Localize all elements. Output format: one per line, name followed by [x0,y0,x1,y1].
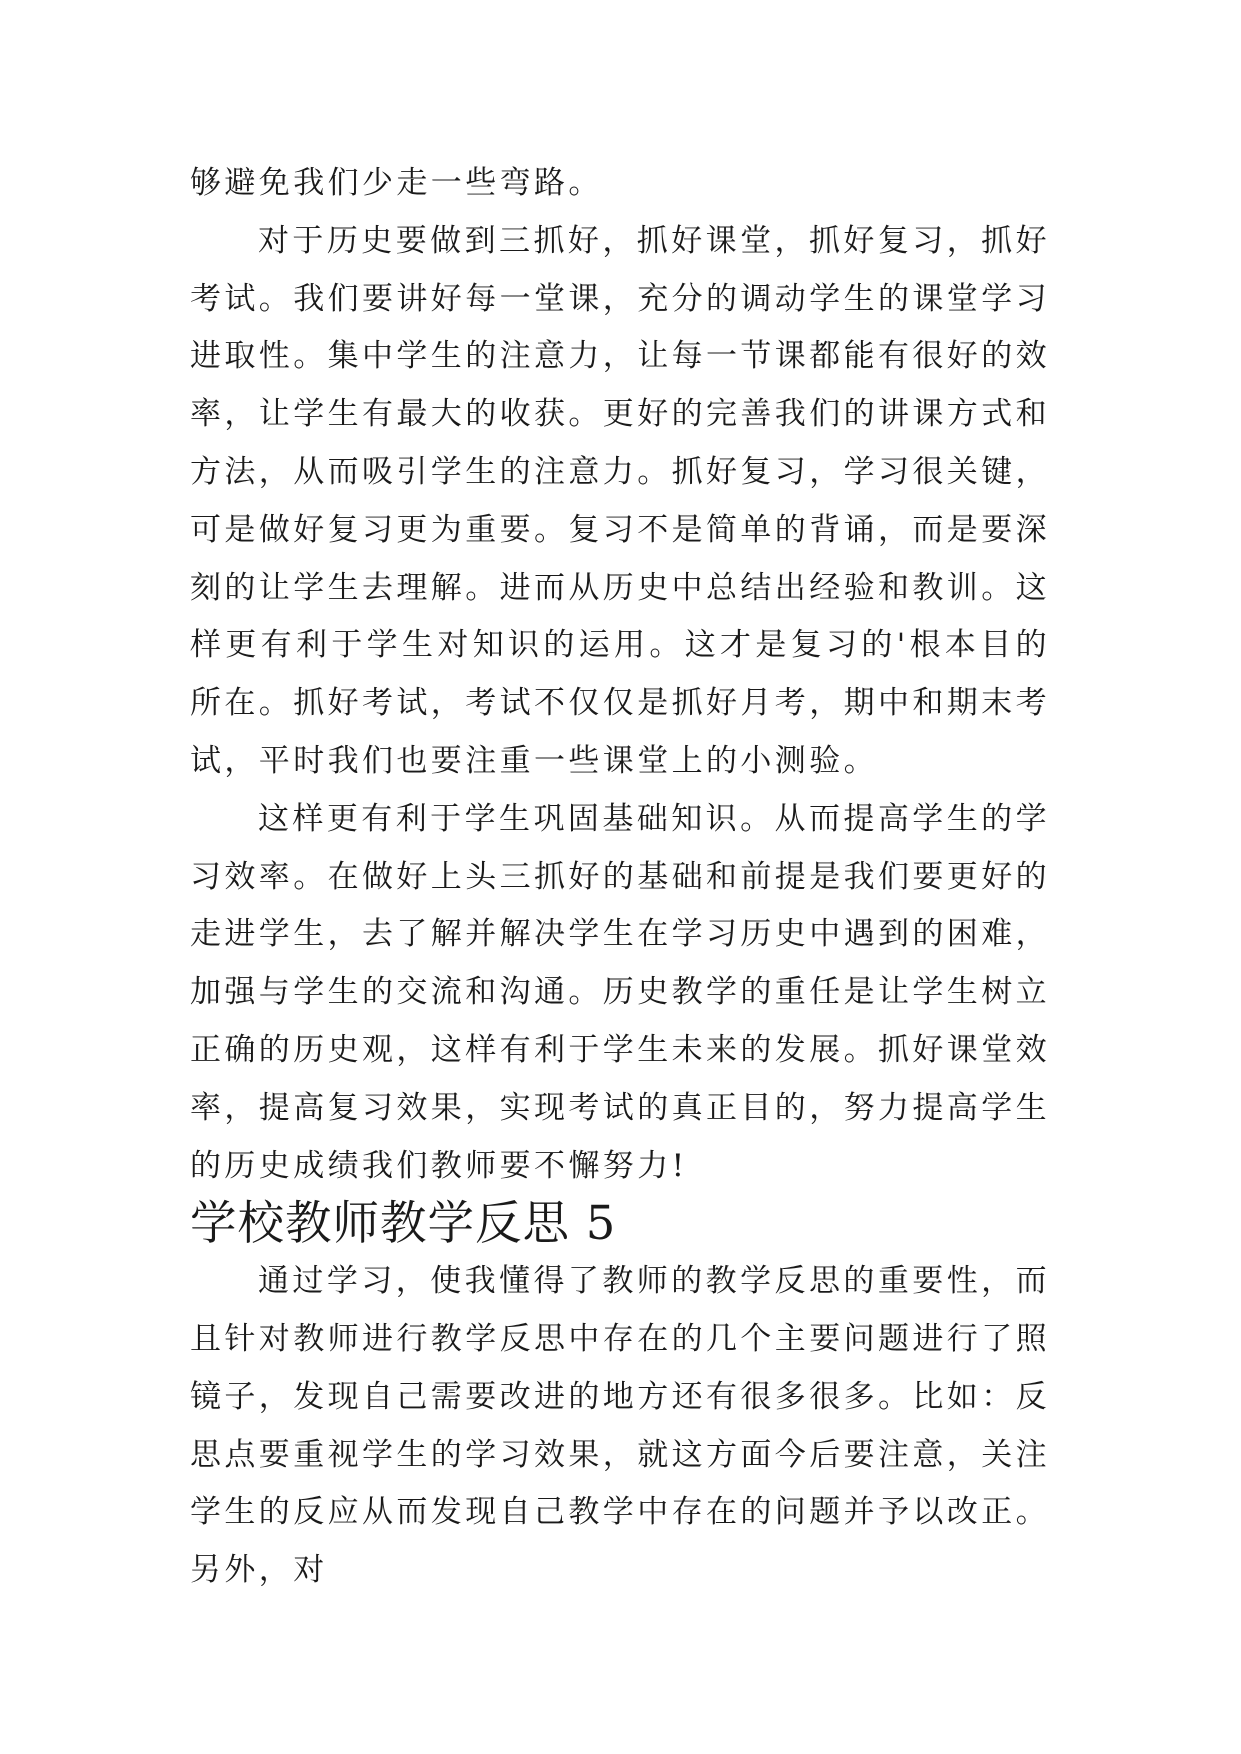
paragraph-student-foundation: 这样更有利于学生巩固基础知识。从而提高学生的学习效率。在做好上头三抓好的基础和前提是我们要更好的走进学生，去了解并解决学生在学习历史中遇到的困难，加强与学生的交流和沟通。历史教学的重任是让学生树立正确的历史观，这样有利于学生未来的发展。抓好课堂效率，提高复习效果，实现考试的真正目的，努力提高学生的历史成绩我们教师要不懈努力! [190,800,1050,1184]
paragraph-teaching-reflection: 通过学习，使我懂得了教师的教学反思的重要性，而且针对教师进行教学反思中存在的几个主要问题进行了照镜子，发现自己需要改进的地方还有很多很多。比如：反思点要重视学生的学习效果，就这方面今后要注意，关注学生的反应从而发现自己教学中存在的问题并予以改正。另外，对 [190,1263,1050,1589]
paragraph-continuation: 够避免我们少走一些弯路。 [190,165,603,201]
section-heading: 学校教师教学反思 5 [190,1196,617,1251]
paragraph-three-good-practices: 对于历史要做到三抓好，抓好课堂，抓好复习，抓好考试。我们要讲好每一堂课，充分的调动学生的课堂学习进取性。集中学生的注意力，让每一节课都能有很好的效率，让学生有最大的收获。更好的完善我们的讲课方式和方法，从而吸引学生的注意力。抓好复习，学习很关键，可是做好复习更为重要。复习不是简单的背诵，而是要深刻的让学生去理解。进而从历史中总结出经验和教训。这样更有利于学生对知识的运用。这才是复习的'根本目的所在。抓好考试，考试不仅仅是抓好月考，期中和期末考试，平时我们也要注重一些课堂上的小测验。 [190,222,1050,779]
document-body [190,155,1050,1600]
